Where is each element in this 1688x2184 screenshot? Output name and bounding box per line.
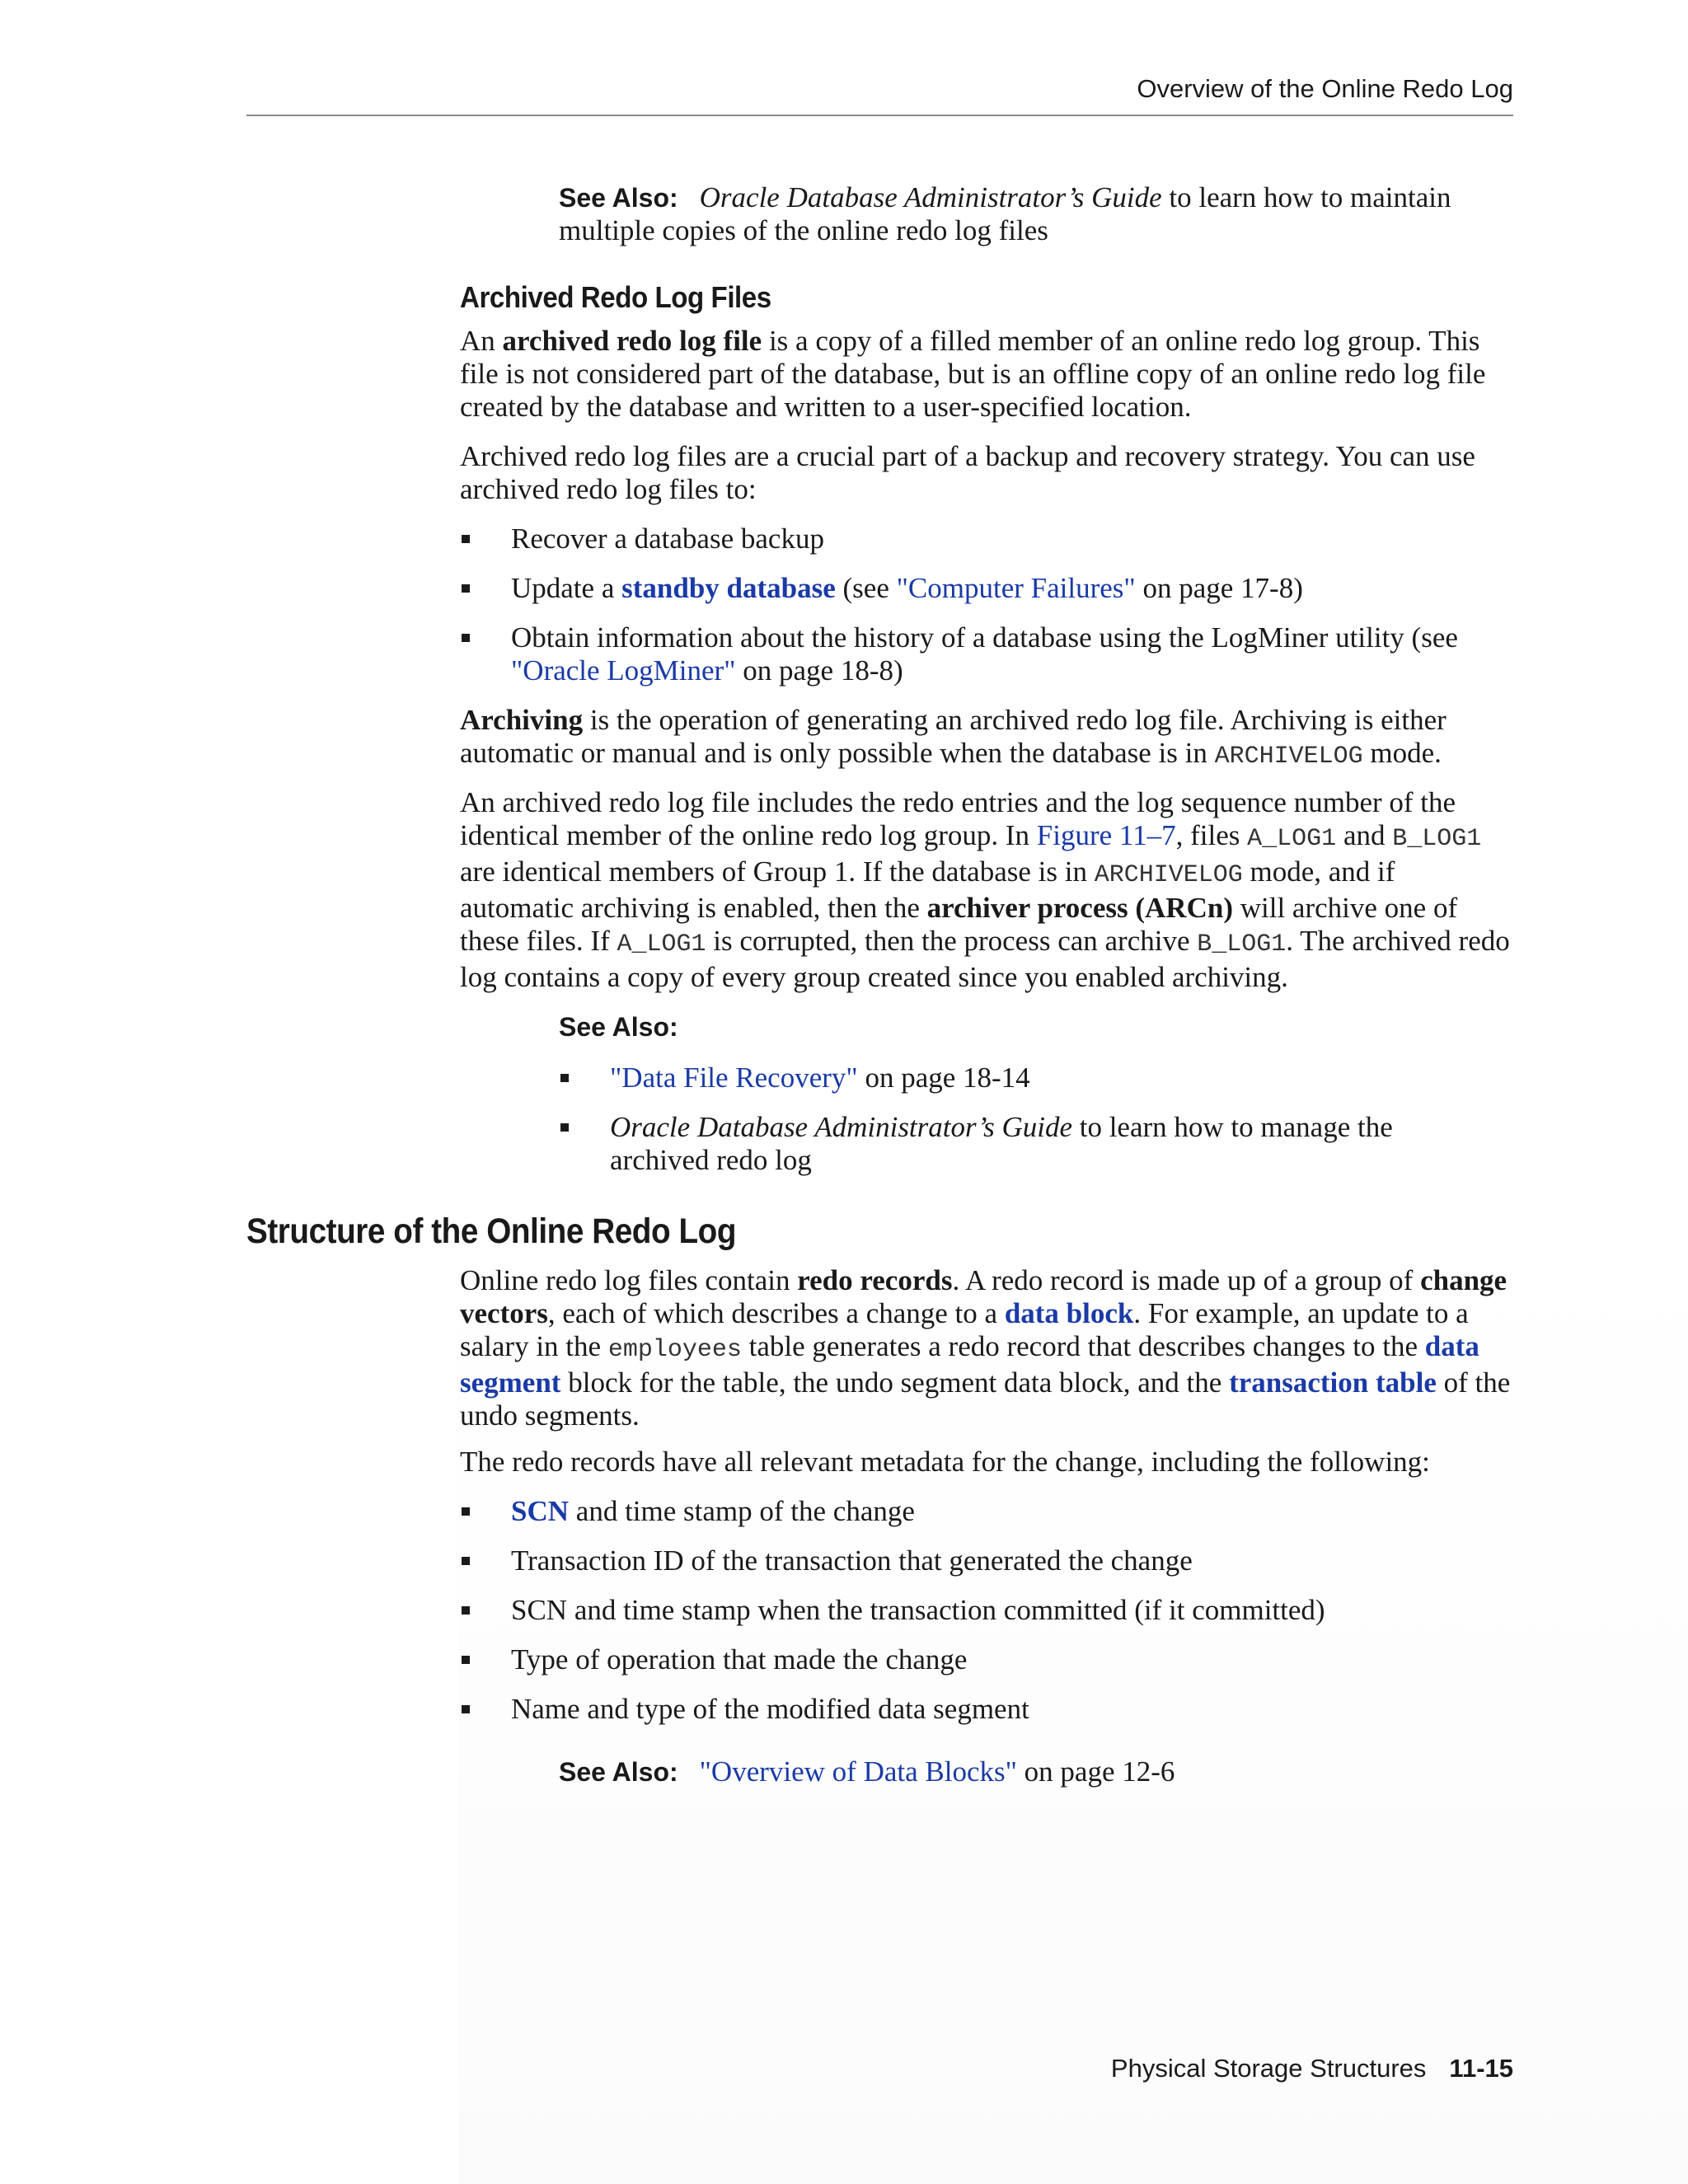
bullet-square bbox=[462, 1705, 470, 1713]
text: and time stamp of the change bbox=[569, 1495, 915, 1527]
text: An bbox=[460, 325, 503, 357]
text: The redo records have all relevant metadata for the change, including the following: bbox=[460, 1446, 1430, 1478]
text bbox=[511, 621, 1517, 687]
text: is corrupted, then the process can archive bbox=[706, 925, 1198, 957]
text: is a copy of a filled member of an online redo log group. This file is not considered part of the database, but is an offline copy of an online redo log file created by the database and written to a user-specified location. bbox=[460, 325, 1486, 423]
text: and bbox=[1336, 819, 1393, 851]
link-data-segment[interactable]: data segment bbox=[460, 1330, 1479, 1399]
term-archived-redo-log-file: archived redo log file bbox=[502, 325, 762, 357]
code: employees bbox=[607, 1336, 742, 1364]
text: will archive one of these files. If bbox=[460, 892, 1458, 957]
bullet-square bbox=[462, 1507, 470, 1516]
paragraph bbox=[460, 1446, 1515, 1479]
section-heading-structure: Structure of the Online Redo Log bbox=[246, 1212, 737, 1251]
page-footer bbox=[1111, 2054, 1513, 2083]
text: Name and type of the modified data segment bbox=[511, 1693, 1029, 1725]
code: B_LOG1 bbox=[1392, 825, 1482, 853]
text: on page 17-8) bbox=[1135, 572, 1303, 604]
text: mode. bbox=[1362, 737, 1442, 769]
running-header: Overview of the Online Redo Log bbox=[1137, 74, 1513, 103]
bullet-square bbox=[560, 1074, 569, 1082]
bullet-square bbox=[462, 535, 470, 543]
guide-title: Oracle Database Administrator’s Guide bbox=[610, 1111, 1072, 1143]
paragraph bbox=[460, 1264, 1515, 1432]
see-also-note bbox=[559, 1755, 1465, 1788]
code: B_LOG1 bbox=[1197, 930, 1287, 958]
text: An archived redo log file includes the redo entries and the log sequence number of the identical member of the online redo log group. In bbox=[460, 786, 1456, 851]
text: is the operation of generating an archived redo log file. Archiving is either automatic or manual and is only possible when the database is in bbox=[460, 704, 1447, 769]
code: A_LOG1 bbox=[617, 930, 706, 958]
link-scn[interactable]: SCN bbox=[511, 1495, 570, 1527]
section-heading-archived: Archived Redo Log Files bbox=[460, 280, 771, 314]
bullet-square bbox=[462, 1606, 470, 1615]
link-figure[interactable]: Figure 11–7 bbox=[1036, 819, 1176, 851]
text: Recover a database backup bbox=[511, 523, 824, 555]
bullet-square bbox=[462, 1557, 470, 1565]
see-also-text: to learn how to maintain multiple copies of the online redo log files bbox=[559, 181, 1451, 246]
text: Obtain information about the history of a database using the LogMiner utility (see bbox=[511, 621, 1458, 654]
guide-title: Oracle Database Administrator’s Guide bbox=[699, 181, 1162, 213]
text: SCN and time stamp when the transaction committed (if it committed) bbox=[511, 1594, 1325, 1626]
paragraph bbox=[460, 440, 1515, 506]
text: , files bbox=[1175, 819, 1248, 851]
page-number: 11-15 bbox=[1449, 2054, 1513, 2083]
paragraph bbox=[460, 704, 1515, 773]
text bbox=[610, 1111, 1434, 1177]
see-also-label: See Also: bbox=[559, 1757, 678, 1787]
term-redo-records: redo records bbox=[797, 1264, 953, 1296]
link-transaction-table[interactable]: transaction table bbox=[1229, 1366, 1437, 1399]
text: to learn how to manage the archived redo log bbox=[610, 1111, 1393, 1176]
footer-section-title: Physical Storage Structures bbox=[1110, 2054, 1427, 2083]
link-standby-database[interactable]: standby database bbox=[621, 572, 836, 604]
text: Archived redo log files are a crucial part of a backup and recovery strategy. You can use archived redo log files to: bbox=[460, 440, 1475, 505]
text: on page 12-6 bbox=[1016, 1755, 1175, 1788]
text: block for the table, the undo segment data block, and the bbox=[560, 1366, 1230, 1399]
see-also-note bbox=[559, 1010, 1465, 1043]
text: are identical members of Group 1. If the database is in bbox=[460, 855, 1095, 888]
text: . A redo record is made up of a group of bbox=[952, 1264, 1421, 1296]
code: A_LOG1 bbox=[1247, 825, 1337, 853]
link-data-file-recovery[interactable]: "Data File Recovery" bbox=[610, 1062, 858, 1094]
see-also-label: See Also: bbox=[559, 1012, 678, 1042]
text: table generates a redo record that describes changes to the bbox=[741, 1330, 1425, 1362]
text: . The archived redo log contains a copy of every group created since you enabled archiving. bbox=[460, 925, 1510, 993]
text: on page 18-8) bbox=[735, 654, 903, 687]
text bbox=[511, 572, 1303, 605]
text: (see bbox=[835, 572, 897, 604]
header-rule bbox=[246, 115, 1513, 116]
see-also-note bbox=[559, 181, 1465, 247]
code: ARCHIVELOG bbox=[1214, 743, 1363, 771]
link-oracle-logminer[interactable]: "Oracle LogMiner" bbox=[511, 654, 736, 687]
text: , each of which describes a change to a bbox=[547, 1297, 1005, 1329]
bullet-square bbox=[560, 1123, 569, 1132]
bullet-square bbox=[462, 1656, 470, 1664]
text bbox=[610, 1062, 1030, 1094]
text: mode, and if automatic archiving is enabled, then the bbox=[460, 855, 1395, 924]
text: of the undo segments. bbox=[460, 1366, 1511, 1432]
text: . For example, an update to a salary in the bbox=[460, 1297, 1469, 1362]
term-change-vectors: change vectors bbox=[460, 1264, 1507, 1329]
text: Online redo log files contain bbox=[460, 1264, 798, 1296]
term-archiver-process: archiver process (ARCn) bbox=[926, 892, 1233, 924]
text bbox=[511, 1495, 915, 1528]
text: Transaction ID of the transaction that generated the change bbox=[511, 1544, 1193, 1577]
bullet-square bbox=[462, 634, 470, 642]
code: ARCHIVELOG bbox=[1094, 861, 1243, 889]
paragraph bbox=[460, 786, 1515, 994]
bullet-square bbox=[462, 584, 470, 593]
link-data-block[interactable]: data block bbox=[1004, 1297, 1134, 1329]
link-computer-failures[interactable]: "Computer Failures" bbox=[896, 572, 1136, 604]
see-also-label: See Also: bbox=[559, 183, 678, 213]
text: on page 18-14 bbox=[857, 1062, 1030, 1094]
text: Update a bbox=[511, 572, 622, 604]
text: Type of operation that made the change bbox=[511, 1643, 968, 1675]
paragraph bbox=[460, 325, 1515, 424]
link-overview-of-data-blocks[interactable]: "Overview of Data Blocks" bbox=[699, 1755, 1017, 1788]
term-archiving: Archiving bbox=[460, 704, 584, 736]
